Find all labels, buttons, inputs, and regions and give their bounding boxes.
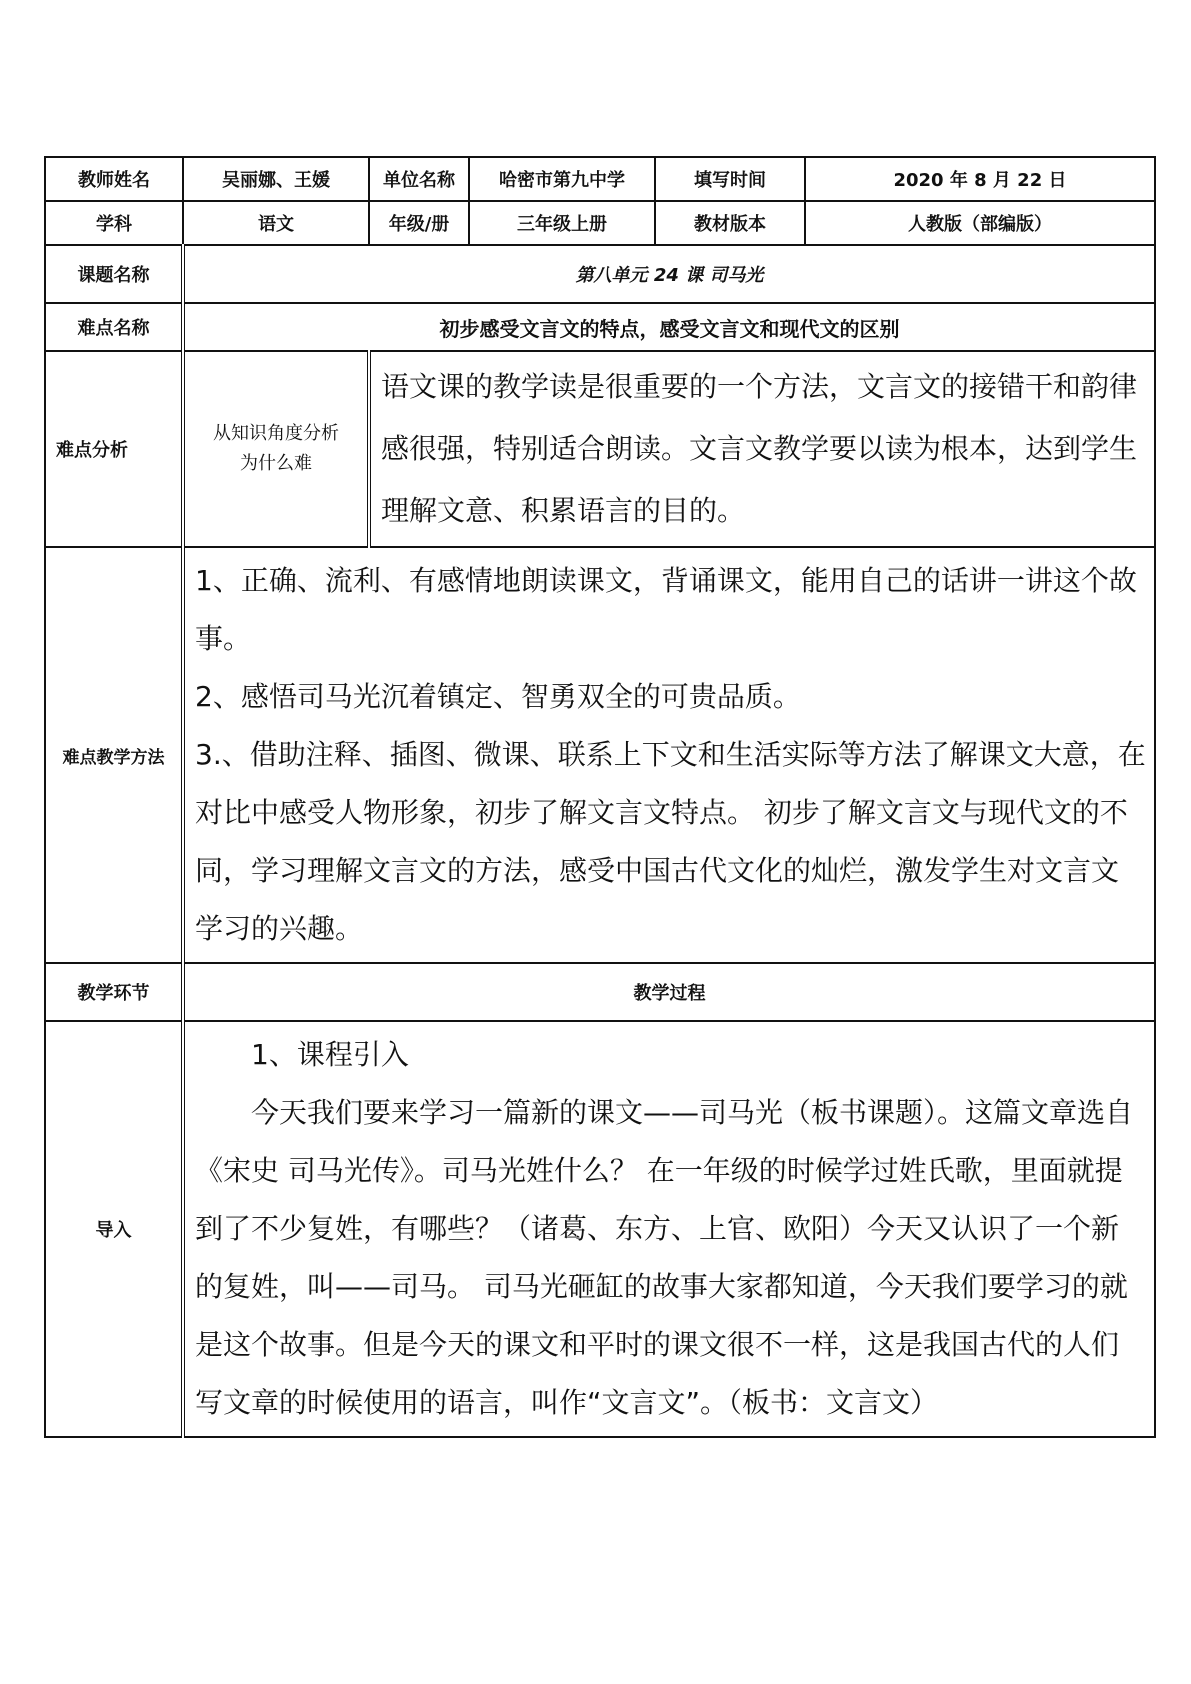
fill-date-label: 填写时间 — [655, 157, 805, 201]
subject-value: 语文 — [183, 201, 369, 245]
difficulty-label: 难点名称 — [45, 303, 183, 351]
lesson-plan-table — [44, 156, 1156, 1438]
teacher-name-value: 吴丽娜、王媛 — [183, 157, 369, 201]
lesson-title-label: 课题名称 — [45, 245, 183, 303]
lesson-title-value: 第八单元 24 课 司马光 — [183, 245, 1155, 303]
grade-label: 年级/册 — [369, 201, 469, 245]
analysis-text: 语文课的教学读是很重要的一个方法，文言文的接错干和韵律感很强，特别适合朗读。文言文教学要以读为根本，达到学生理解文意、积累语言的目的。 — [369, 351, 1155, 547]
intro-heading: 1、课程引入 — [251, 1038, 409, 1071]
analysis-row — [45, 351, 1155, 547]
difficulty-row — [45, 303, 1155, 351]
lesson-title-row — [45, 245, 1155, 303]
method-item: 2、感悟司马光沉着镇定、智勇双全的可贵品质。 — [195, 680, 801, 713]
intro-row — [45, 1021, 1155, 1437]
lesson-plan-form — [44, 156, 1154, 1438]
intro-content — [183, 1021, 1155, 1437]
analysis-label: 难点分析 — [45, 351, 183, 547]
fill-date-value: 2020 年 8 月 22 日 — [805, 157, 1155, 201]
method-item: 3.、借助注释、插图、微课、联系上下文和生活实际等方法了解课文大意，在对比中感受人物形象，初步了解文言文特点。 初步了解文言文与现代文的不同，学习理解文言文的方法，感受中国古代文化的灿烂，激发学生对文言文学习的兴趣。 — [195, 738, 1146, 945]
intro-paragraph: 今天我们要来学习一篇新的课文——司马光（板书课题）。这篇文章选自《宋史 司马光传》。司马光姓什么？ 在一年级的时候学过姓氏歌，里面就提到了不少复姓，有哪些？（诸葛、东方、上官、欧阳）今天又认识了一个新的复姓，叫——司马。 司马光砸缸的故事大家都知道，今天我们要学习的就是这个故事。但是今天的课文和平时的课文很不一样，这是我国古代的人们写文章的时候使用的语言，叫作“文言文”。（板书：文言文） — [195, 1096, 1134, 1419]
analysis-sub-label: 从知识角度分析为什么难 — [183, 351, 369, 547]
header-row-1 — [45, 157, 1155, 201]
edition-label: 教材版本 — [655, 201, 805, 245]
process-label: 教学过程 — [183, 963, 1155, 1021]
method-label: 难点教学方法 — [45, 547, 183, 963]
method-item: 1、正确、流利、有感情地朗读课文，背诵课文，能用自己的话讲一讲这个故事。 — [195, 564, 1137, 655]
process-header-row — [45, 963, 1155, 1021]
unit-name-label: 单位名称 — [369, 157, 469, 201]
edition-value: 人教版（部编版） — [805, 201, 1155, 245]
method-content — [183, 547, 1155, 963]
unit-name-value: 哈密市第九中学 — [469, 157, 655, 201]
difficulty-value: 初步感受文言文的特点，感受文言文和现代文的区别 — [183, 303, 1155, 351]
intro-label: 导入 — [45, 1021, 183, 1437]
header-row-2 — [45, 201, 1155, 245]
subject-label: 学科 — [45, 201, 183, 245]
method-row — [45, 547, 1155, 963]
teacher-name-label: 教师姓名 — [45, 157, 183, 201]
grade-value: 三年级上册 — [469, 201, 655, 245]
stage-label: 教学环节 — [45, 963, 183, 1021]
